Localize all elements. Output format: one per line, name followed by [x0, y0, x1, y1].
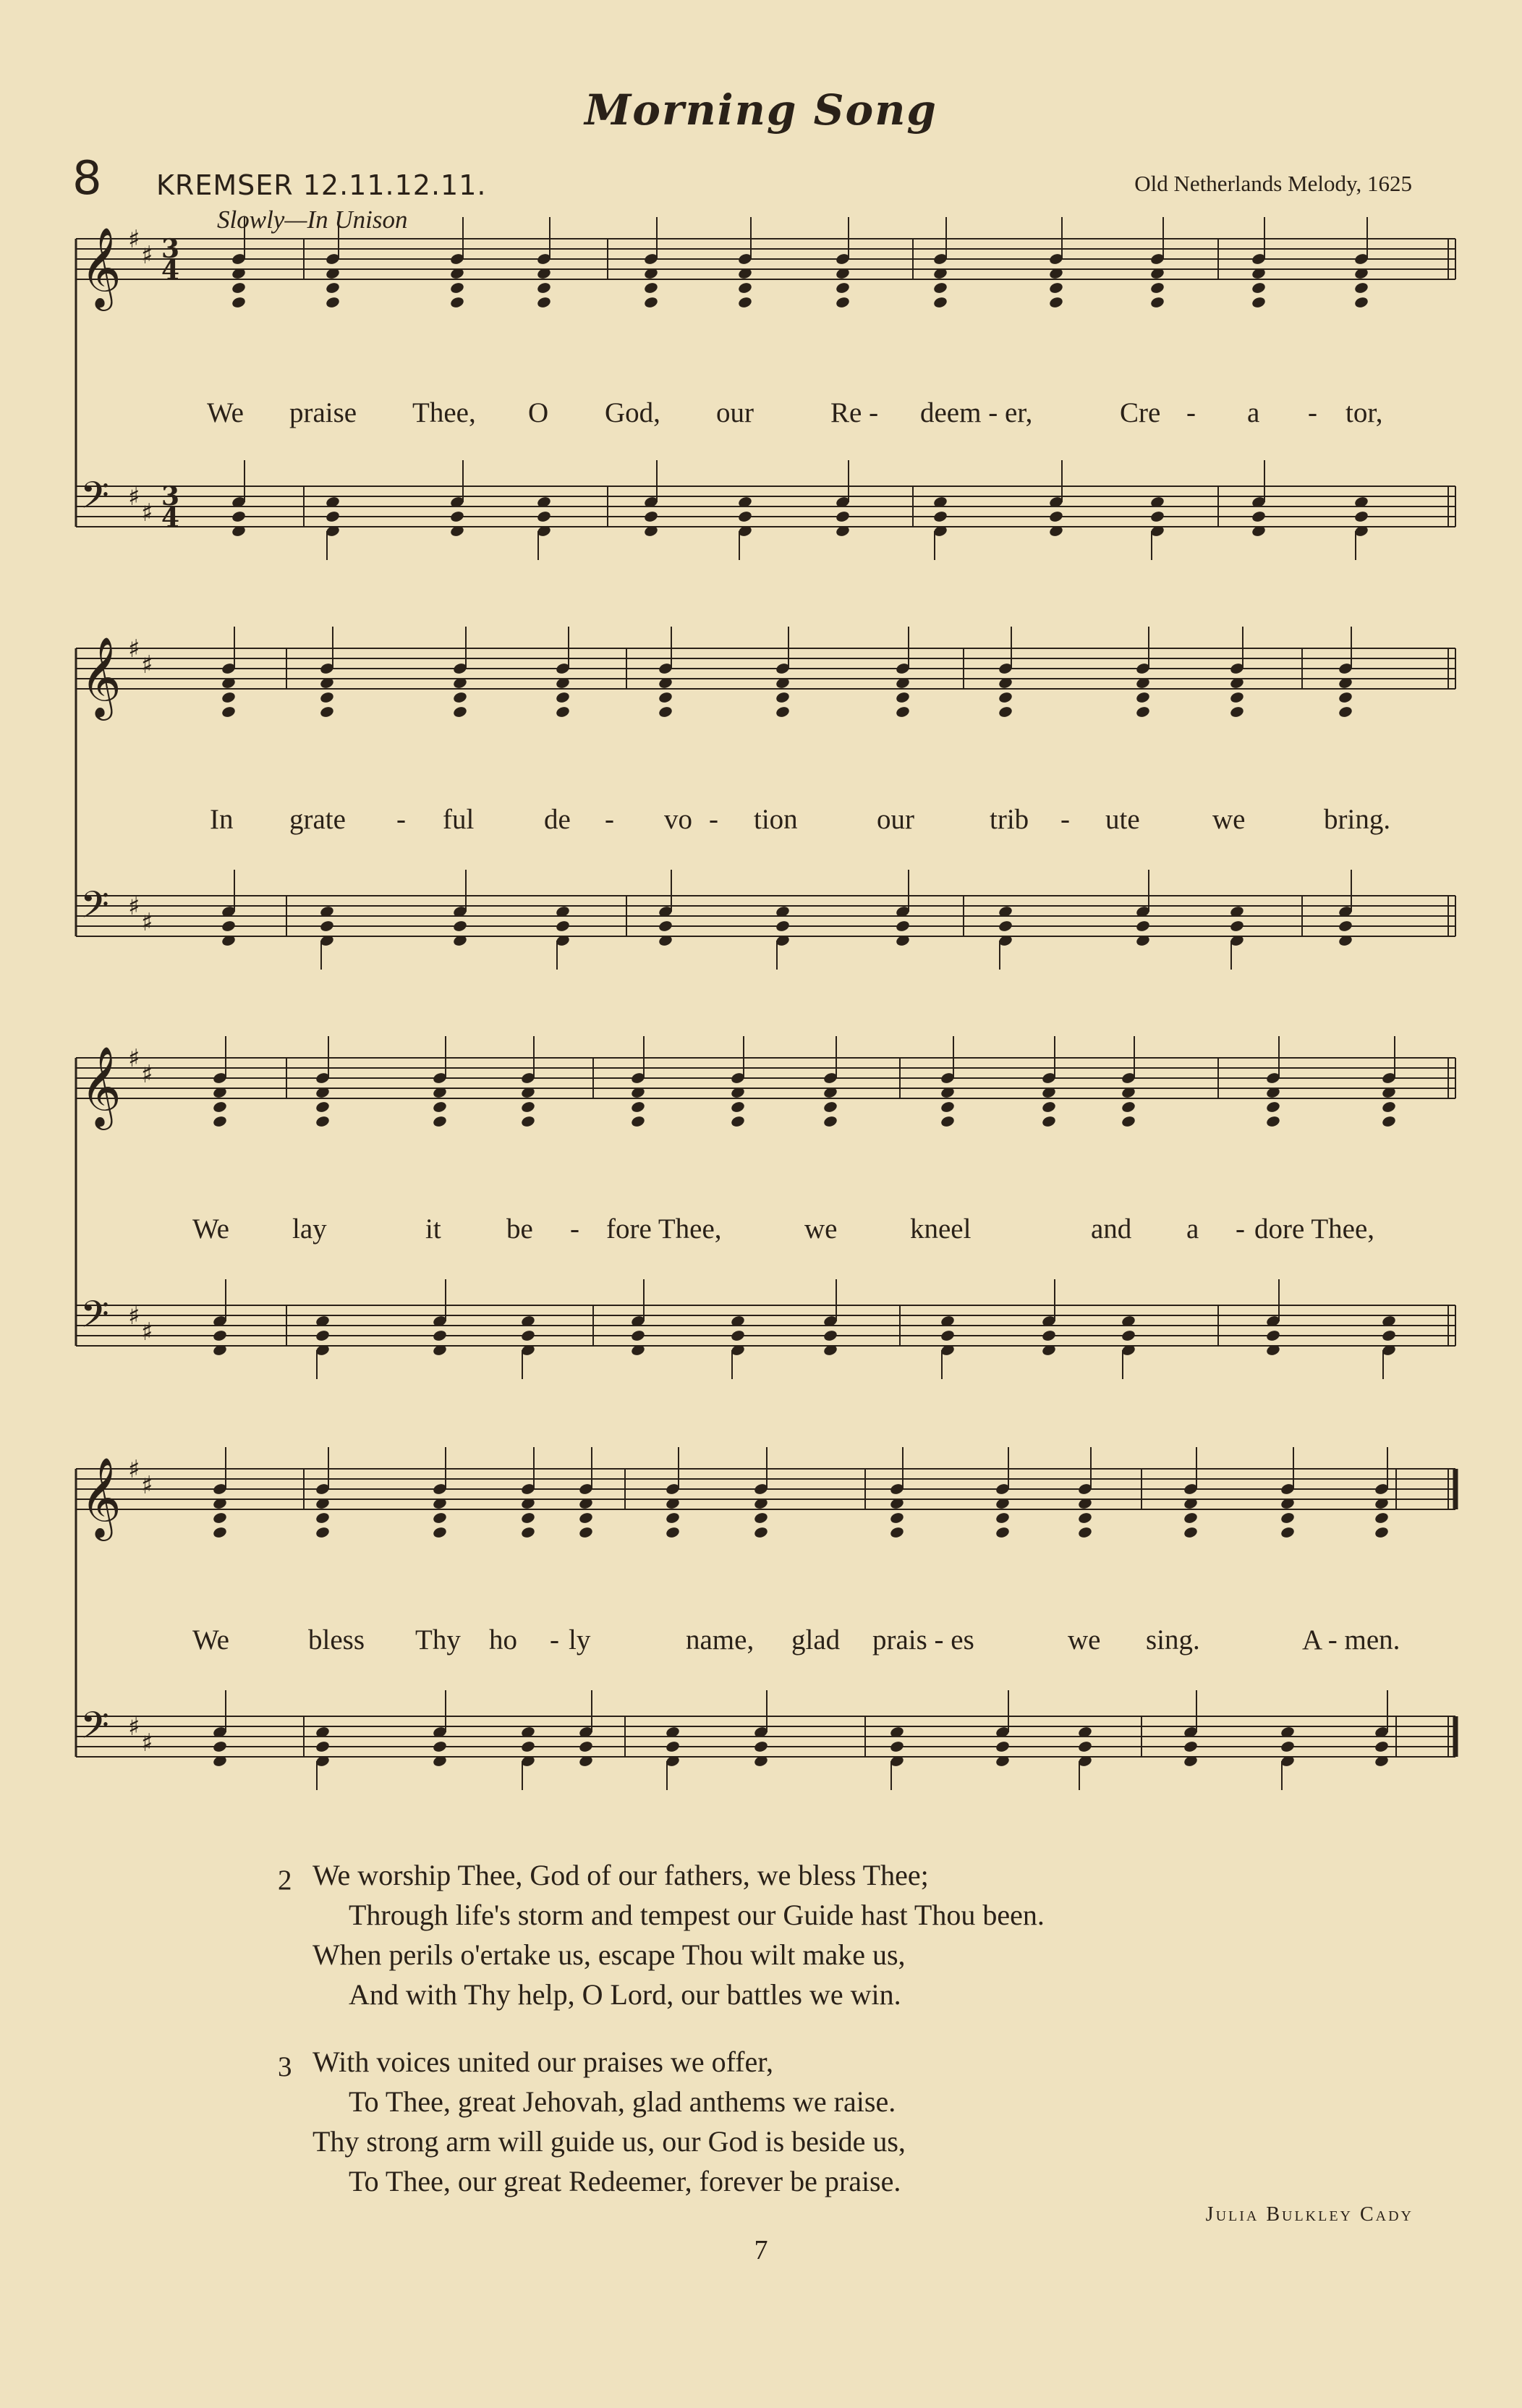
lyric-syllable: a	[1247, 397, 1260, 428]
note-head	[315, 1526, 330, 1539]
note-head	[658, 705, 673, 718]
note-head	[889, 1512, 904, 1525]
lyric-syllable: and	[1091, 1213, 1132, 1245]
lyric-syllable: name,	[686, 1624, 754, 1656]
lyric-syllable: trib	[990, 804, 1029, 835]
note-head	[737, 296, 752, 309]
note-head	[630, 1115, 645, 1128]
note-head	[578, 1512, 593, 1525]
note-head	[555, 705, 570, 718]
lyric-syllable: we	[1068, 1624, 1101, 1656]
note-head	[1149, 296, 1165, 309]
bass-clef: 𝄢	[80, 883, 109, 936]
note-head	[1135, 705, 1150, 718]
note-head	[1265, 1115, 1280, 1128]
verse-line: Through life's storm and tempest our Guide hast Thou been.	[349, 1899, 1045, 1931]
sharp-sign: ♯	[128, 892, 140, 921]
sharp-sign: ♯	[141, 1318, 153, 1347]
lyric-syllable: kneel	[910, 1213, 972, 1245]
note-head	[822, 1115, 838, 1128]
lyric-syllable: O	[528, 397, 549, 428]
lyric-syllable: We	[207, 397, 244, 428]
verse-line: To Thee, our great Redeemer, forever be praise.	[349, 2165, 901, 2197]
verse-number: 2	[278, 1865, 292, 1896]
verse-line: When perils o'ertake us, escape Thou wilt make us,	[313, 1938, 906, 1971]
sharp-sign: ♯	[141, 1060, 153, 1089]
tune-name: KREMSER 12.11.12.11.	[156, 169, 487, 201]
note-head	[536, 281, 551, 294]
note-head	[1374, 1526, 1389, 1539]
lyric-syllable: ute	[1105, 804, 1140, 835]
note-head	[578, 1740, 593, 1753]
note-head	[940, 1101, 955, 1114]
note-head	[665, 1526, 680, 1539]
note-head	[432, 1512, 447, 1525]
page-number: 7	[754, 2235, 768, 2265]
note-head	[231, 296, 246, 309]
lyric-syllable: sing.	[1146, 1624, 1200, 1656]
note-head	[775, 920, 790, 933]
lyric-syllable: -	[1186, 397, 1196, 428]
note-head	[1041, 1329, 1056, 1342]
note-head	[643, 510, 658, 523]
lyric-syllable: God,	[605, 397, 660, 428]
lyric-syllable: our	[877, 804, 914, 835]
note-head	[932, 296, 948, 309]
lyric-syllable: de	[544, 804, 571, 835]
sharp-sign: ♯	[141, 908, 153, 937]
note-head	[1041, 1101, 1056, 1114]
note-head	[822, 1101, 838, 1114]
sharp-sign: ♯	[141, 650, 153, 679]
note-head	[730, 1115, 745, 1128]
note-head	[1121, 1329, 1136, 1342]
note-head	[658, 691, 673, 704]
verse-number: 3	[278, 2051, 292, 2082]
note-head	[630, 1329, 645, 1342]
treble-clef: 𝄞	[80, 636, 122, 717]
lyric-syllable: fore Thee,	[606, 1213, 722, 1245]
note-head	[995, 1740, 1010, 1753]
sharp-sign: ♯	[128, 483, 140, 512]
note-head	[643, 296, 658, 309]
note-head	[1353, 510, 1369, 523]
lyric-syllable: Cre	[1120, 397, 1161, 428]
sharp-sign: ♯	[128, 1713, 140, 1742]
note-head	[1338, 691, 1353, 704]
note-head	[1381, 1115, 1396, 1128]
note-head	[730, 1329, 745, 1342]
note-head	[1048, 296, 1063, 309]
note-head	[1077, 1740, 1092, 1753]
note-head	[315, 1512, 330, 1525]
note-head	[212, 1526, 227, 1539]
note-head	[643, 281, 658, 294]
note-head	[1149, 281, 1165, 294]
note-head	[665, 1512, 680, 1525]
note-head	[1280, 1740, 1295, 1753]
sharp-sign: ♯	[128, 635, 140, 664]
lyric-syllable: dore Thee,	[1254, 1213, 1375, 1245]
verse-line: And with Thy help, O Lord, our battles we win.	[349, 1978, 901, 2011]
lyric-syllable: ly	[569, 1624, 591, 1656]
verse-line: To Thee, great Jehovah, glad anthems we raise.	[349, 2085, 896, 2118]
note-head	[737, 510, 752, 523]
note-head	[520, 1512, 535, 1525]
lyric-syllable: deem - er,	[920, 397, 1033, 428]
note-head	[895, 705, 910, 718]
lyric-syllable: ho	[489, 1624, 517, 1656]
lyric-syllable: be	[506, 1213, 533, 1245]
sharp-sign: ♯	[141, 241, 153, 270]
sharp-sign: ♯	[128, 1044, 140, 1073]
note-head	[1374, 1512, 1389, 1525]
note-head	[315, 1740, 330, 1753]
lyric-syllable: vo	[664, 804, 692, 835]
lyric-syllable: grate	[289, 804, 346, 835]
sharp-sign: ♯	[128, 225, 140, 254]
note-head	[1381, 1329, 1396, 1342]
note-head	[889, 1526, 904, 1539]
note-head	[1229, 691, 1244, 704]
note-head	[1229, 705, 1244, 718]
verse-line: With voices united our praises we offer,	[313, 2045, 773, 2078]
note-head	[432, 1526, 447, 1539]
lyric-syllable: bring.	[1324, 804, 1391, 835]
lyric-syllable: praise	[289, 397, 357, 428]
note-head	[775, 691, 790, 704]
lyric-syllable: tor,	[1345, 397, 1383, 428]
note-head	[452, 691, 467, 704]
lyric-syllable: A - men.	[1302, 1624, 1400, 1656]
note-head	[1265, 1329, 1280, 1342]
lyric-syllable: -	[1060, 804, 1070, 835]
hymn-number: 8	[72, 152, 102, 205]
bass-clef: 𝄢	[80, 1703, 109, 1756]
treble-clef: 𝄞	[80, 1046, 122, 1127]
note-head	[665, 1740, 680, 1753]
lyric-syllable: bless	[308, 1624, 365, 1656]
note-head	[1353, 281, 1369, 294]
lyric-syllable: -	[709, 804, 718, 835]
note-head	[1183, 1526, 1198, 1539]
note-head	[520, 1329, 535, 1342]
note-head	[319, 705, 334, 718]
note-head	[432, 1329, 447, 1342]
note-head	[1121, 1101, 1136, 1114]
note-head	[835, 296, 850, 309]
lyric-syllable: We	[192, 1624, 229, 1656]
note-head	[231, 510, 246, 523]
lyric-syllable: tion	[754, 804, 798, 835]
note-head	[536, 296, 551, 309]
treble-clef: 𝄞	[80, 1457, 122, 1538]
note-head	[1183, 1512, 1198, 1525]
hymn-title: Morning Song	[584, 85, 938, 135]
note-head	[432, 1115, 447, 1128]
lyric-syllable: In	[210, 804, 234, 835]
note-head	[658, 920, 673, 933]
lyric-syllable: Thy	[415, 1624, 461, 1656]
lyric-syllable: lay	[292, 1213, 327, 1245]
lyric-syllable: we	[1212, 804, 1246, 835]
tempo-marking: Slowly—In Unison	[217, 205, 408, 234]
note-head	[1265, 1101, 1280, 1114]
sharp-sign: ♯	[141, 499, 153, 527]
lyric-syllable: we	[804, 1213, 838, 1245]
lyric-syllable: ful	[443, 804, 475, 835]
lyric-syllable: We	[192, 1213, 229, 1245]
bass-clef: 𝄢	[80, 1292, 109, 1345]
time-sig-bottom: 4	[161, 255, 180, 286]
note-head	[932, 510, 948, 523]
author-credit: Julia Bulkley Cady	[1205, 2203, 1413, 2226]
note-head	[835, 510, 850, 523]
note-head	[1280, 1526, 1295, 1539]
note-head	[315, 1101, 330, 1114]
lyric-syllable: -	[550, 1624, 559, 1656]
note-head	[753, 1526, 768, 1539]
note-head	[231, 281, 246, 294]
note-head	[221, 691, 236, 704]
note-head	[212, 1329, 227, 1342]
note-head	[1077, 1526, 1092, 1539]
note-head	[889, 1740, 904, 1753]
note-head	[1149, 510, 1165, 523]
note-head	[1381, 1101, 1396, 1114]
note-head	[775, 705, 790, 718]
note-head	[325, 510, 340, 523]
lyric-syllable: -	[1308, 397, 1317, 428]
note-head	[319, 691, 334, 704]
time-sig-top: 3	[161, 481, 180, 512]
note-head	[212, 1740, 227, 1753]
lyric-syllable: -	[1236, 1213, 1245, 1245]
note-head	[737, 281, 752, 294]
note-head	[1353, 296, 1369, 309]
note-head	[1183, 1740, 1198, 1753]
note-head	[449, 510, 464, 523]
note-head	[995, 1526, 1010, 1539]
note-head	[730, 1101, 745, 1114]
verse-line: Thy strong arm will guide us, our God is beside us,	[313, 2125, 906, 2158]
note-head	[520, 1115, 535, 1128]
note-head	[1077, 1512, 1092, 1525]
note-head	[1251, 510, 1266, 523]
note-head	[1338, 705, 1353, 718]
lyric-syllable: Thee,	[412, 397, 476, 428]
note-head	[1048, 510, 1063, 523]
sharp-sign: ♯	[128, 1302, 140, 1331]
lyric-syllable: -	[605, 804, 614, 835]
composer-credit: Old Netherlands Melody, 1625	[1134, 171, 1412, 196]
note-head	[212, 1512, 227, 1525]
note-head	[1374, 1740, 1389, 1753]
note-head	[578, 1526, 593, 1539]
note-head	[1048, 281, 1063, 294]
note-head	[555, 920, 570, 933]
lyric-syllable: -	[396, 804, 406, 835]
lyric-syllable: glad	[791, 1624, 841, 1656]
note-head	[319, 920, 334, 933]
lyric-syllable: it	[425, 1213, 441, 1245]
note-head	[940, 1115, 955, 1128]
note-head	[1229, 920, 1244, 933]
note-head	[1251, 281, 1266, 294]
note-head	[520, 1101, 535, 1114]
note-head	[835, 281, 850, 294]
note-head	[1041, 1115, 1056, 1128]
note-head	[520, 1526, 535, 1539]
note-head	[753, 1740, 768, 1753]
lyric-syllable: a	[1186, 1213, 1199, 1245]
note-head	[449, 281, 464, 294]
note-head	[998, 920, 1013, 933]
note-head	[212, 1115, 227, 1128]
note-head	[1135, 691, 1150, 704]
time-sig-top: 3	[161, 234, 180, 264]
note-head	[1280, 1512, 1295, 1525]
note-head	[432, 1101, 447, 1114]
lyric-syllable: Re -	[830, 397, 879, 428]
note-head	[753, 1512, 768, 1525]
lyric-syllable: prais - es	[872, 1624, 974, 1656]
note-head	[932, 281, 948, 294]
note-head	[520, 1740, 535, 1753]
lyric-syllable: -	[570, 1213, 579, 1245]
note-head	[1338, 920, 1353, 933]
note-head	[998, 691, 1013, 704]
note-head	[325, 281, 340, 294]
treble-clef: 𝄞	[80, 226, 122, 308]
note-head	[221, 705, 236, 718]
time-sig-bottom: 4	[161, 503, 180, 533]
note-head	[536, 510, 551, 523]
lyric-syllable: our	[716, 397, 754, 428]
sharp-sign: ♯	[128, 1455, 140, 1484]
note-head	[998, 705, 1013, 718]
note-head	[1135, 920, 1150, 933]
note-head	[452, 705, 467, 718]
note-head	[895, 691, 910, 704]
note-head	[449, 296, 464, 309]
note-head	[315, 1329, 330, 1342]
note-head	[940, 1329, 955, 1342]
note-head	[895, 920, 910, 933]
note-head	[822, 1329, 838, 1342]
note-head	[630, 1101, 645, 1114]
sharp-sign: ♯	[141, 1729, 153, 1758]
note-head	[452, 920, 467, 933]
note-head	[555, 691, 570, 704]
sharp-sign: ♯	[141, 1471, 153, 1500]
bass-clef: 𝄢	[80, 473, 109, 526]
note-head	[432, 1740, 447, 1753]
note-head	[1251, 296, 1266, 309]
note-head	[995, 1512, 1010, 1525]
note-head	[212, 1101, 227, 1114]
note-head	[325, 296, 340, 309]
note-head	[315, 1115, 330, 1128]
note-head	[221, 920, 236, 933]
verse-line: We worship Thee, God of our fathers, we bless Thee;	[313, 1859, 929, 1891]
note-head	[1121, 1115, 1136, 1128]
